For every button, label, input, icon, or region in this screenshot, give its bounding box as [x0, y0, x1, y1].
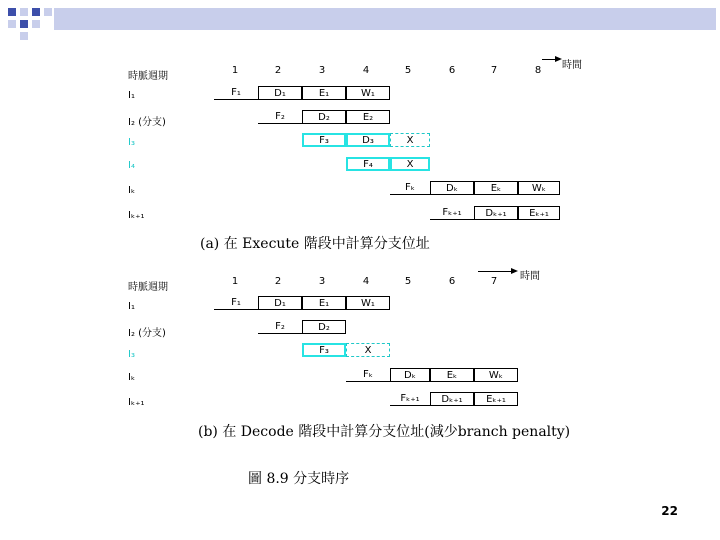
deco-square [32, 8, 40, 16]
cycle-number: 3 [318, 65, 326, 76]
cycle-number: 6 [448, 65, 456, 76]
stage-cell: F₂ [258, 320, 302, 334]
stage-cell: D₃ [346, 133, 390, 147]
figure-caption: 圖 8.9 分支時序 [248, 471, 350, 487]
row-label: Iₖ₊₁ [128, 397, 145, 408]
row-label: I₁ [128, 301, 135, 312]
deco-square [44, 8, 52, 16]
deco-square [8, 8, 16, 16]
cycle-label: 時脈週期 [128, 71, 168, 82]
stage-cell: D₂ [302, 320, 346, 334]
page-number: 22 [661, 504, 678, 518]
row-label: I₃ [128, 349, 135, 360]
stage-cell: D₂ [302, 110, 346, 124]
stage-cell: F₁ [214, 86, 258, 100]
stage-cell: Eₖ₊₁ [518, 206, 560, 220]
stage-cell: Wₖ [474, 368, 518, 382]
stage-cell-flushed: X [346, 343, 390, 357]
header-bar [54, 8, 716, 30]
stage-cell: Eₖ [430, 368, 474, 382]
stage-cell: Dₖ₊₁ [474, 206, 518, 220]
cycle-number: 4 [362, 276, 370, 287]
diagram-b-caption: (b) 在 Decode 階段中計算分支位址(減少branch penalty) [198, 424, 571, 440]
stage-cell: E₁ [302, 86, 346, 100]
stage-cell: Eₖ [474, 181, 518, 195]
cycle-number: 3 [318, 276, 326, 287]
stage-cell: E₁ [302, 296, 346, 310]
deco-square [20, 20, 28, 28]
stage-cell: F₁ [214, 296, 258, 310]
stage-cell: F₄ [346, 157, 390, 171]
diagram-a-caption: (a) 在 Execute 階段中計算分支位址 [200, 236, 430, 252]
time-arrow [542, 59, 556, 60]
row-label: Iₖ₊₁ [128, 210, 145, 221]
time-label: 時間 [562, 60, 582, 71]
stage-cell: Dₖ [430, 181, 474, 195]
stage-cell: D₁ [258, 296, 302, 310]
deco-square [20, 32, 28, 40]
stage-cell-flushed: X [390, 133, 430, 147]
row-label: I₂ (分支) [128, 117, 166, 128]
stage-cell: Dₖ₊₁ [430, 392, 474, 406]
deco-square [8, 20, 16, 28]
cycle-number: 7 [490, 65, 498, 76]
cycle-number: 5 [404, 65, 412, 76]
cycle-number: 1 [231, 65, 239, 76]
row-label: I₄ [128, 160, 135, 171]
stage-cell: Wₖ [518, 181, 560, 195]
stage-cell: Dₖ [390, 368, 430, 382]
cycle-number: 6 [448, 276, 456, 287]
stage-cell: W₁ [346, 296, 390, 310]
time-arrow [478, 271, 512, 272]
stage-cell: F₃ [302, 343, 346, 357]
stage-cell: E₂ [346, 110, 390, 124]
row-label: I₁ [128, 90, 135, 101]
row-label: I₂ (分支) [128, 328, 166, 339]
deco-square [32, 20, 40, 28]
stage-cell: Fₖ₊₁ [430, 206, 474, 220]
stage-cell: D₁ [258, 86, 302, 100]
cycle-number: 4 [362, 65, 370, 76]
time-label: 時間 [520, 271, 540, 282]
arrow-head-icon [555, 56, 562, 62]
stage-cell: F₃ [302, 133, 346, 147]
cycle-number: 7 [490, 276, 498, 287]
stage-cell: Eₖ₊₁ [474, 392, 518, 406]
cycle-label: 時脈週期 [128, 282, 168, 293]
row-label: Iₖ [128, 185, 136, 196]
row-label: I₃ [128, 137, 135, 148]
cycle-number: 5 [404, 276, 412, 287]
stage-cell: Fₖ [346, 368, 390, 382]
cycle-number: 2 [274, 65, 282, 76]
deco-square [20, 8, 28, 16]
stage-cell: W₁ [346, 86, 390, 100]
arrow-head-icon [511, 268, 518, 274]
stage-cell: Fₖ₊₁ [390, 392, 430, 406]
stage-cell: F₂ [258, 110, 302, 124]
cycle-number: 1 [231, 276, 239, 287]
stage-cell: Fₖ [390, 181, 430, 195]
stage-cell-flushed: X [390, 157, 430, 171]
cycle-number: 2 [274, 276, 282, 287]
row-label: Iₖ [128, 372, 136, 383]
cycle-number: 8 [534, 65, 542, 76]
